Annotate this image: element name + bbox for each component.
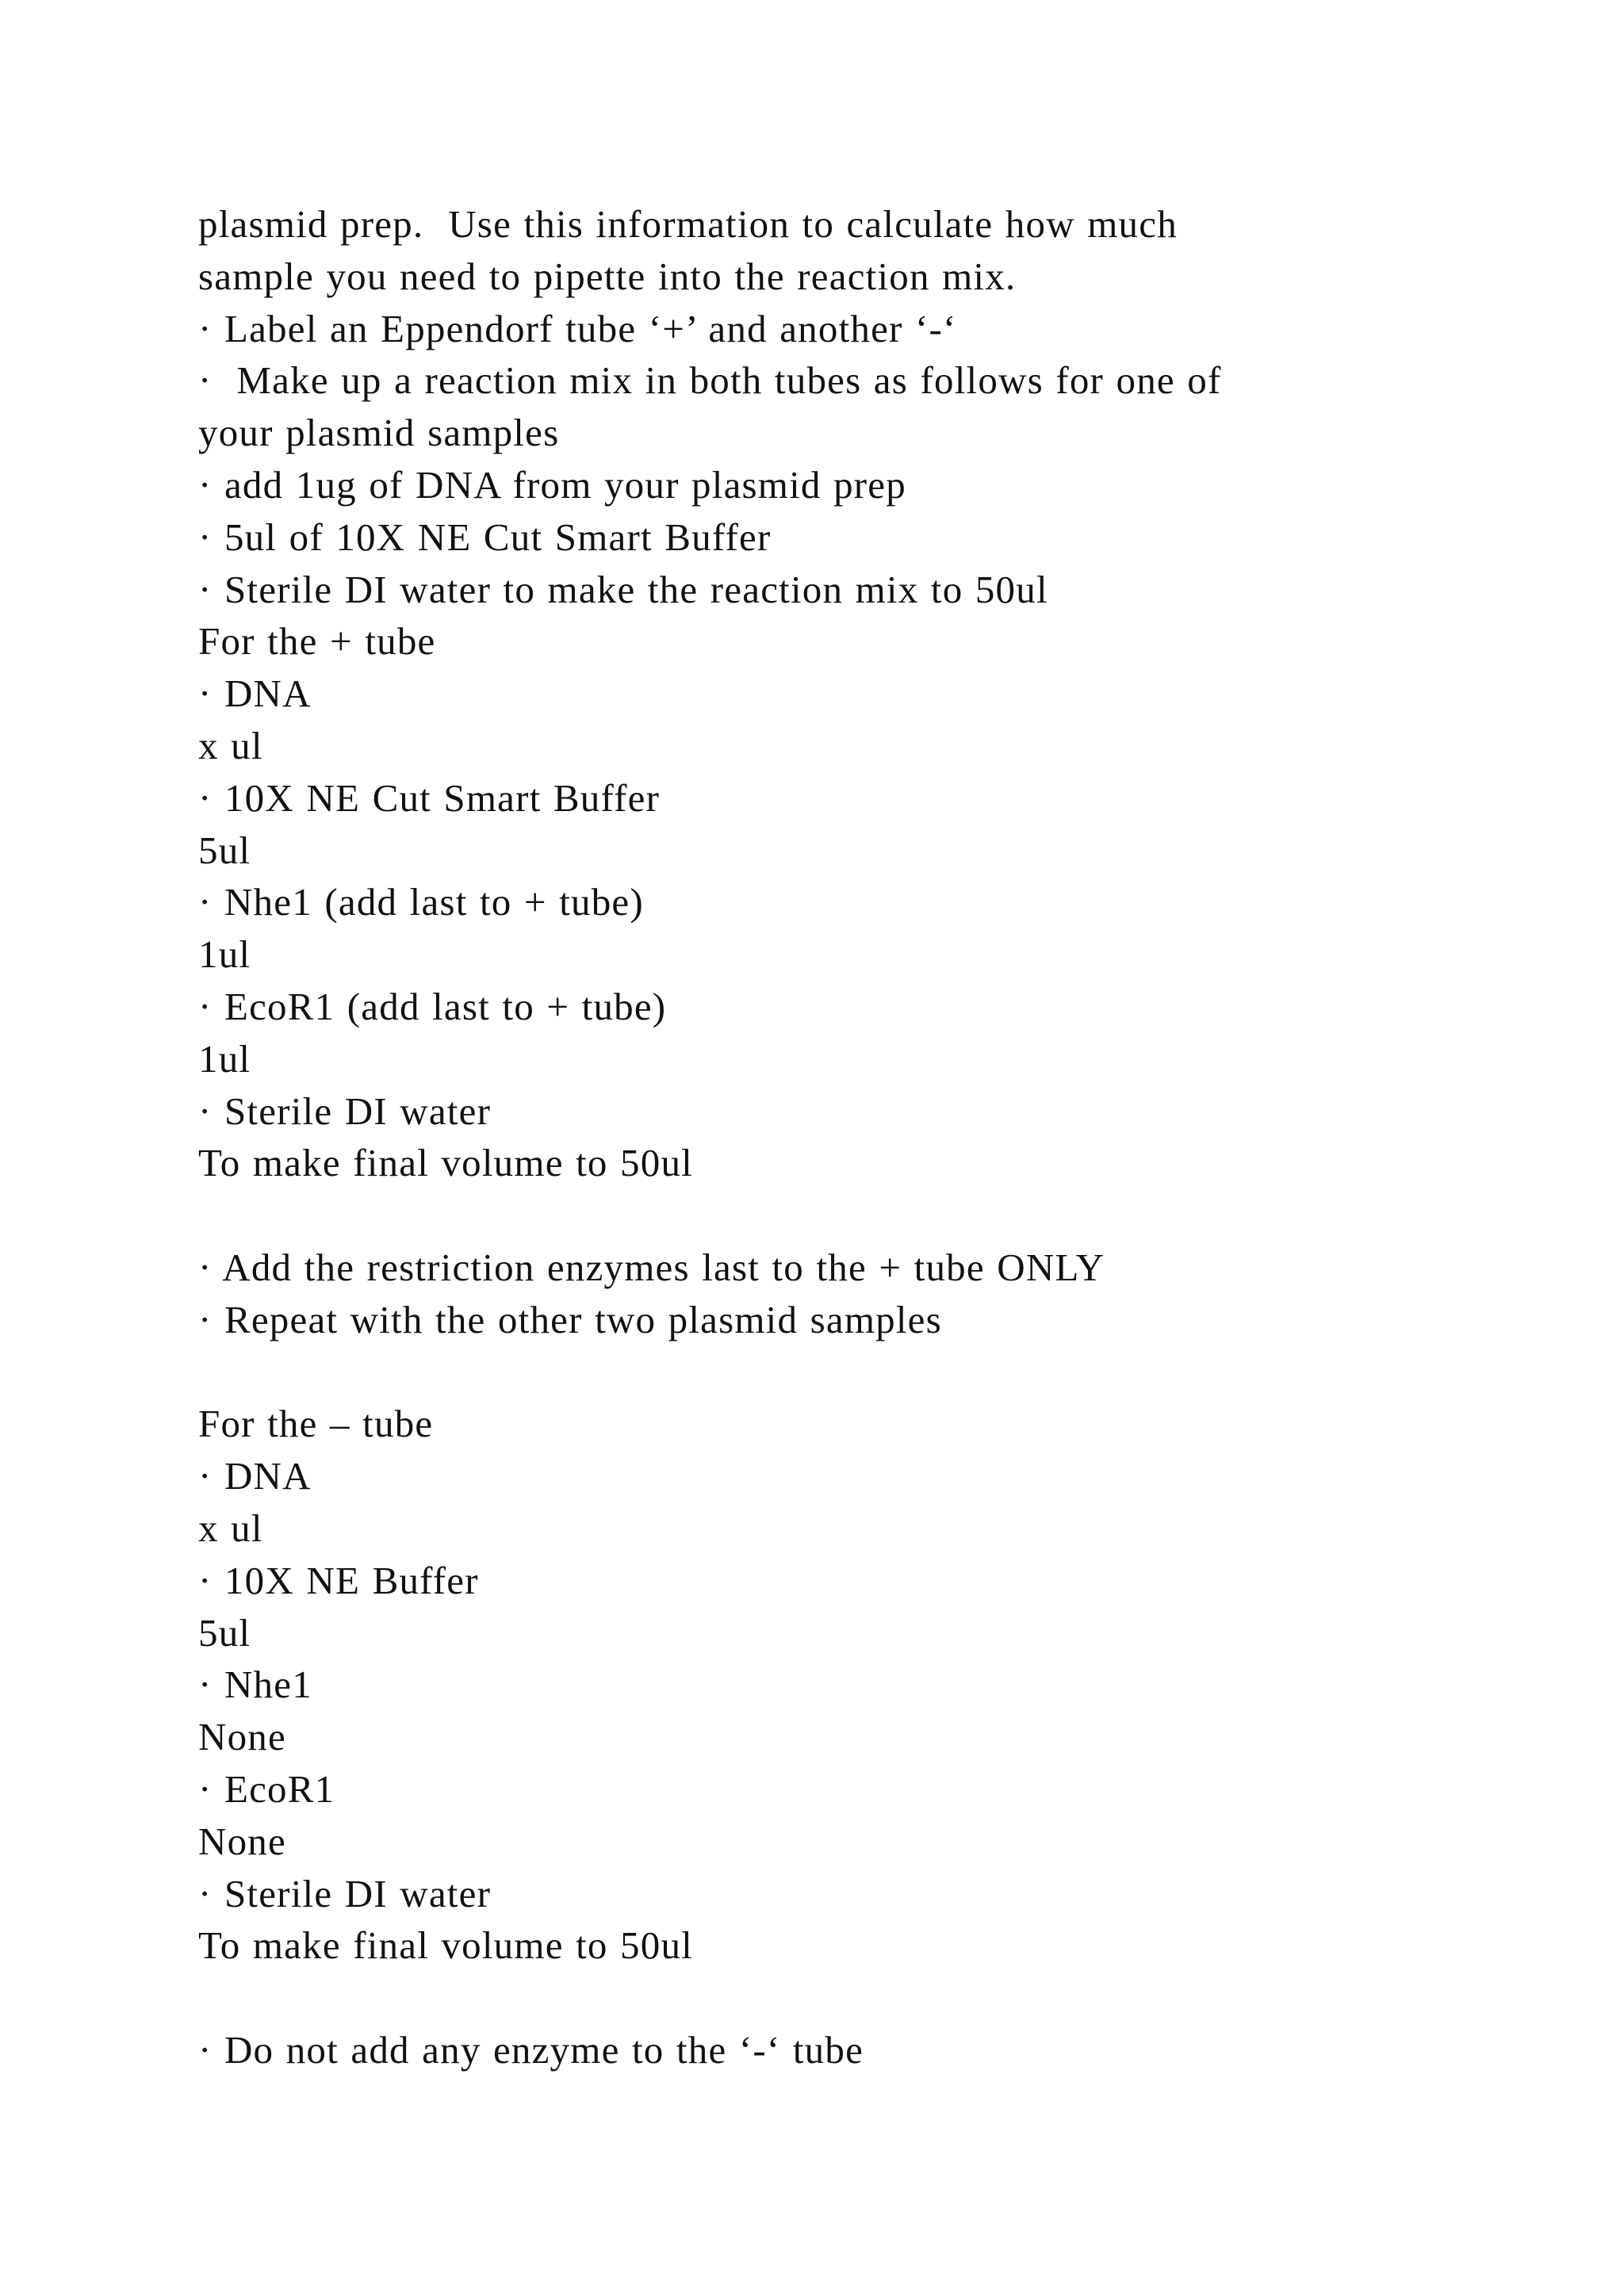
text-line: · Nhe1 [198, 1663, 312, 1707]
text-line: sample you need to pipette into the reaction mix. [198, 254, 1017, 298]
text-line: · EcoR1 [198, 1766, 335, 1811]
text-line: · Sterile DI water [198, 1871, 492, 1915]
text-line: · Sterile DI water to make the reaction mix to 50ul [198, 567, 1048, 611]
document-body [198, 198, 1562, 2076]
text-line: 1ul [198, 1036, 251, 1081]
text-line: · 5ul of 10X NE Cut Smart Buffer [198, 515, 772, 559]
text-line: To make final volume to 50ul [198, 1141, 693, 1185]
section-heading-minus-tube: For the – tube [198, 1402, 434, 1446]
text-line: · Add the restriction enzymes last to the + tube ONLY [198, 1245, 1105, 1289]
text-line: your plasmid samples [198, 411, 560, 455]
text-line: · Repeat with the other two plasmid samples [198, 1297, 942, 1341]
text-line: None [198, 1715, 286, 1759]
text-line: · 10X NE Buffer [198, 1558, 479, 1602]
blank-line [198, 1346, 1562, 1399]
blank-line [198, 1972, 1562, 2024]
text-line: None [198, 1819, 286, 1863]
blank-line [198, 1189, 1562, 1242]
text-line: To make final volume to 50ul [198, 1923, 693, 1968]
text-line: 5ul [198, 828, 251, 872]
text-line: · Label an Eppendorf tube ‘+’ and another ‘-‘ [198, 306, 957, 350]
text-line: · Sterile DI water [198, 1089, 492, 1133]
text-line: x ul [198, 1506, 263, 1550]
text-line: · Do not add any enzyme to the ‘-‘ tube [198, 2027, 864, 2072]
text-line: · Nhe1 (add last to + tube) [198, 880, 644, 924]
text-line: plasmid prep. Use this information to calculate how much [198, 202, 1178, 246]
text-line: · DNA [198, 1454, 312, 1498]
text-line: · DNA [198, 672, 312, 716]
text-line: x ul [198, 723, 263, 767]
text-line: · EcoR1 (add last to + tube) [198, 984, 667, 1028]
text-line: · Make up a reaction mix in both tubes as follows for one of [198, 358, 1222, 403]
text-line: 1ul [198, 932, 251, 977]
text-line: · 10X NE Cut Smart Buffer [198, 775, 661, 820]
text-line: · add 1ug of DNA from your plasmid prep [198, 462, 906, 507]
text-line: 5ul [198, 1610, 251, 1655]
section-heading-plus-tube: For the + tube [198, 619, 436, 664]
